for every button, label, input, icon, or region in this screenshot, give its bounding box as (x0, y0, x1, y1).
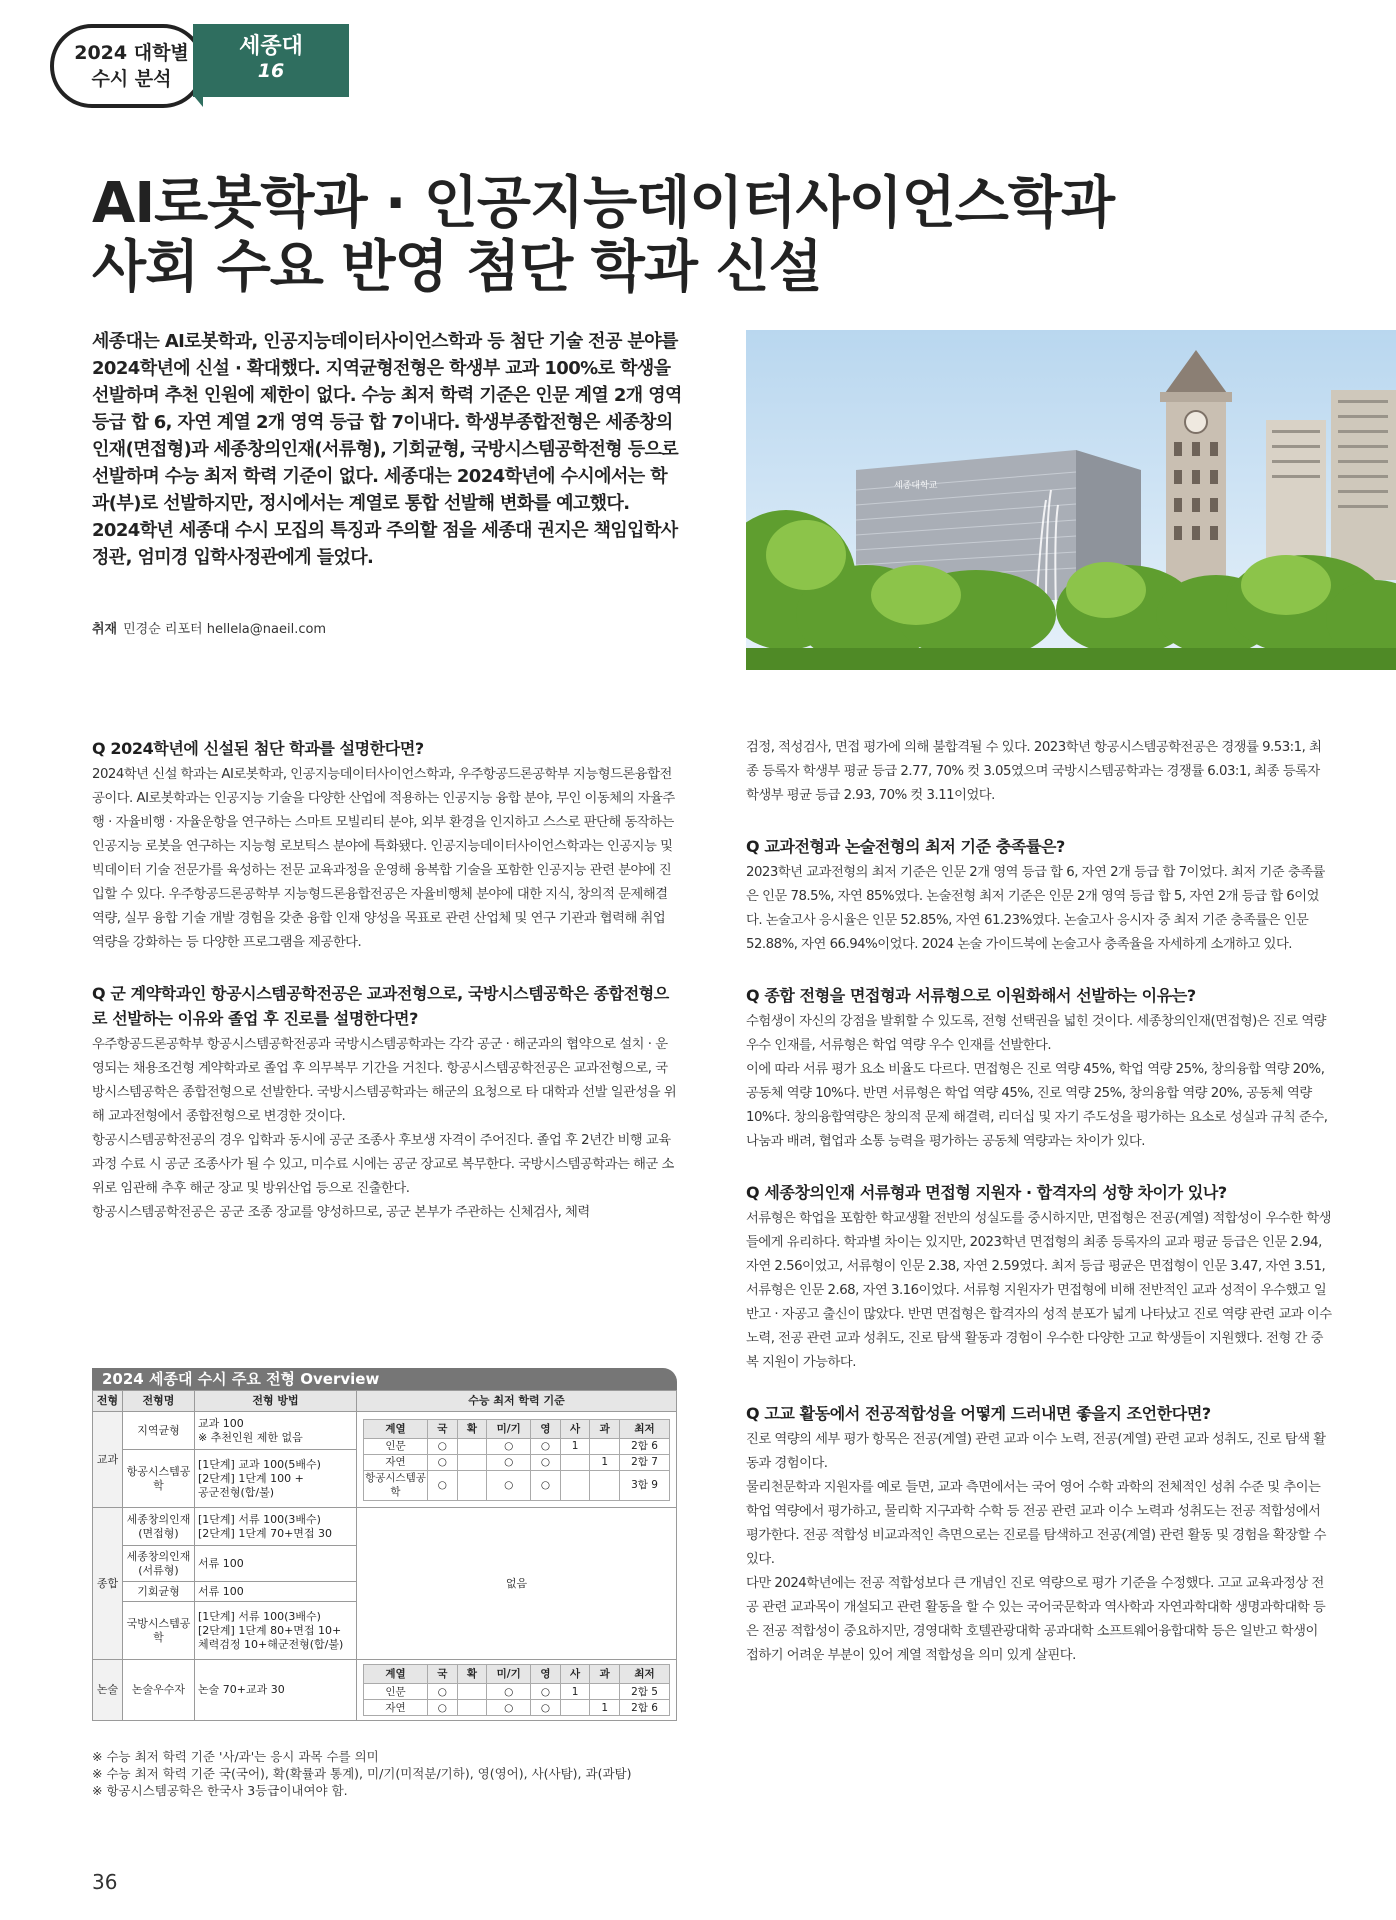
table-title: 2024 세종대 수시 주요 전형 Overview (92, 1368, 677, 1390)
min-cell: 2합 6 (620, 1438, 670, 1454)
min-col-header: 국 (428, 1665, 458, 1684)
byline-text: 민경순 리포터 hellela@naeil.com (123, 622, 327, 637)
school-tab (193, 24, 349, 97)
min-cell: 자연 (364, 1700, 428, 1716)
min-cell: ○ (487, 1684, 531, 1700)
min-cell (590, 1470, 620, 1500)
table-row (93, 1660, 677, 1721)
admission-name: 논술우수자 (123, 1660, 195, 1721)
min-col-header: 국 (428, 1419, 458, 1438)
min-row (364, 1438, 670, 1454)
min-col-header: 미/기 (487, 1665, 531, 1684)
min-cell: 1 (560, 1684, 590, 1700)
min-cell: ○ (487, 1438, 531, 1454)
admission-name: 지역균형 (123, 1412, 195, 1450)
campus-illustration (746, 330, 1396, 670)
admission-method: [1단계] 서류 100(3배수) [2단계] 1단계 70+면접 30 (195, 1508, 357, 1546)
table-note: ※ 수능 최저 학력 기준 '사/과'는 응시 과목 수를 의미 (92, 1749, 379, 1764)
title-line-2: 사회 수요 반영 첨단 학과 신설 (92, 235, 822, 300)
min-cell: ○ (531, 1454, 561, 1470)
page-number: 36 (92, 1870, 118, 1894)
table-note: ※ 수능 최저 학력 기준 국(국어), 확(확률과 통계), 미/기(미적분/기하), 영(영어), 사(사탐), 과(과탐) (92, 1766, 632, 1781)
admission-name: 국방시스템공학 (123, 1602, 195, 1660)
table-note: ※ 항공시스템공학은 한국사 3등급이내여야 함. (92, 1783, 348, 1798)
series-number: 16 (257, 60, 285, 82)
col-header: 수능 최저 학력 기준 (357, 1391, 677, 1412)
min-row (364, 1454, 670, 1470)
title-line-1: AI로봇학과 · 인공지능데이터사이언스학과 (92, 171, 1115, 236)
admission-method: 교과 100 ※ 추천인원 제한 없음 (195, 1412, 357, 1450)
question-heading: Q 세종창의인재 서류형과 면접형 지원자 · 합격자의 성향 차이가 있나? (746, 1183, 1227, 1202)
table-row (93, 1412, 677, 1450)
answer-paragraph: 수험생이 자신의 강점을 발휘할 수 있도록, 전형 선택권을 넓힌 것이다. 세종창의인재(면접형)은 진로 역량 우수 인재를, 서류형은 학업 역량 우수 인재를 선발한다. (746, 1014, 1327, 1053)
badge-year: 2024 대학별 (74, 42, 189, 64)
table-header-row (93, 1391, 677, 1412)
admission-method: [1단계] 서류 100(3배수) [2단계] 1단계 80+면접 10+ 체력검정 10+해군전형(합/불) (195, 1602, 357, 1660)
min-cell (560, 1470, 590, 1500)
min-col-header: 사 (560, 1665, 590, 1684)
answer-paragraph: 이에 따라 서류 평가 요소 비율도 다르다. 면접형은 진로 역량 45%, 학업 역량 25%, 창의융합 역량 20%, 공동체 역량 10%다. 반면 서류형은 학업 역량 45%, 진로 역량 25%, 창의융합 역량 20%, 공동체 역량 10%다. 창의융합역량은 창의적 문제 해결력, 리더십 및 자기 주도성을 평가하는 요소로 성실과 규칙 준수, 나눔과 배려, 협업과 소통 능력을 평가하는 공동체 역량과는 차이가 있다. (746, 1062, 1328, 1149)
min-cell (457, 1470, 487, 1500)
min-cell: ○ (487, 1454, 531, 1470)
min-cell (457, 1438, 487, 1454)
min-cell: ○ (531, 1700, 561, 1716)
answer-paragraph: 2024학년 신설 학과는 AI로봇학과, 인공지능데이터사이언스학과, 우주항공드론공학부 지능형드론융합전공이다. AI로봇학과는 인공지능 기술을 다양한 산업에 적용하는 인공지능 융합 분야, 무인 이동체의 자율주행 · 자율비행 · 자율운항을 연구하는 스마트 모빌리티 분야, 외부 환경을 인지하고 스스로 판단해 동작하는 인공지능 로봇을 연구하는 지능형 로보틱스 분야에 특화됐다. 인공지능데이터사이언스학과는 인공지능 및 빅데이터 기술 전문가를 육성하는 전문 교육과정을 운영해 융복합 기술을 포함한 인공지능 관련 분야에 진입할 수 있다. 우주항공드론공학부 지능형드론융합전공은 자율비행체 분야에 대한 지식, 창의적 문제해결 역량, 실무 융합 기술 개발 경험을 갖춘 융합 인재 양성을 목표로 관련 산업체 및 연구 기관과 협력해 취업 역량을 강화하는 등 다양한 프로그램을 제공한다. (92, 767, 675, 950)
min-row (364, 1684, 670, 1700)
section-badge (50, 24, 205, 108)
min-cell (590, 1438, 620, 1454)
campus-photo (746, 330, 1396, 670)
min-col-header: 확 (457, 1419, 487, 1438)
admission-method: [1단계] 교과 100(5배수) [2단계] 1단계 100 + 공군전형(합/불) (195, 1450, 357, 1508)
min-cell: 2합 5 (620, 1684, 670, 1700)
min-cell: 자연 (364, 1454, 428, 1470)
min-criteria-table (363, 1664, 670, 1716)
min-cell: ○ (487, 1470, 531, 1500)
min-cell: 2합 6 (620, 1700, 670, 1716)
answer-paragraph: 항공시스템공학전공은 공군 조종 장교를 양성하므로, 공군 본부가 주관하는 신체검사, 체력 (92, 1205, 590, 1220)
question-heading: Q 고교 활동에서 전공적합성을 어떻게 드러내면 좋을지 조언한다면? (746, 1404, 1211, 1423)
min-cell (457, 1700, 487, 1716)
group-cell: 논술 (93, 1660, 123, 1721)
min-cell (590, 1684, 620, 1700)
answer-paragraph: 우주항공드론공학부 항공시스템공학전공과 국방시스템공학과는 각각 공군 · 해군과의 협약으로 설치 · 운영되는 채용조건형 계약학과로 졸업 후 의무복무 기간을 거친다. 항공시스템공학전공은 교과전형으로, 국방시스템공학은 종합전형으로 선발한다. 국방시스템공학과는 해군의 요청으로 타 대학과 선발 일관성을 위해 교과전형에서 종합전형으로 변경한 것이다. (92, 1037, 677, 1124)
min-criteria-table (363, 1419, 670, 1501)
min-col-header: 영 (531, 1419, 561, 1438)
min-criteria-cell (357, 1412, 677, 1508)
min-col-header: 과 (590, 1665, 620, 1684)
admission-name: 세종창의인재(면접형) (123, 1508, 195, 1546)
table-notes (92, 1748, 677, 1799)
min-criteria-cell (357, 1660, 677, 1721)
min-col-header: 미/기 (487, 1419, 531, 1438)
min-row (364, 1700, 670, 1716)
tab-tail (193, 95, 203, 107)
answer-paragraph: 검정, 적성검사, 면접 평가에 의해 불합격될 수 있다. 2023학년 항공시스템공학전공은 경쟁률 9.53:1, 최종 등록자 학생부 평균 등급 2.77, 70% 컷 3.05였으며 국방시스템공학과는 경쟁률 6.03:1, 최종 등록자 학생부 평균 등급 2.93, 70% 컷 3.11이었다. (746, 740, 1322, 803)
min-col-header: 계열 (364, 1419, 428, 1438)
min-col-header: 계열 (364, 1665, 428, 1684)
min-cell: 2합 7 (620, 1454, 670, 1470)
min-col-header: 영 (531, 1665, 561, 1684)
left-column (92, 736, 677, 1225)
min-cell (560, 1454, 590, 1470)
min-header-row (364, 1419, 670, 1438)
question-heading: Q 교과전형과 논술전형의 최저 기준 충족률은? (746, 837, 1065, 856)
byline (92, 618, 326, 637)
building-sign: 세종대학교 (894, 481, 938, 491)
min-cell: ○ (428, 1470, 458, 1500)
col-header: 전형명 (123, 1391, 195, 1412)
min-cell: 인문 (364, 1438, 428, 1454)
min-cell: 항공시스템공학 (365, 1472, 426, 1498)
min-cell: ○ (428, 1700, 458, 1716)
min-col-header: 확 (457, 1665, 487, 1684)
min-cell (560, 1700, 590, 1716)
min-header-row (364, 1665, 670, 1684)
min-cell: ○ (428, 1684, 458, 1700)
question-heading: Q 2024학년에 신설된 첨단 학과를 설명한다면? (92, 739, 424, 758)
min-cell: ○ (487, 1700, 531, 1716)
min-cell: 1 (560, 1438, 590, 1454)
admission-name: 기회균형 (123, 1582, 195, 1602)
byline-label: 취재 (92, 622, 118, 637)
min-cell (457, 1684, 487, 1700)
min-cell: 인문 (364, 1684, 428, 1700)
min-col-header: 최저 (620, 1665, 670, 1684)
admission-name: 항공시스템공학 (123, 1450, 195, 1508)
answer-paragraph: 2023학년 교과전형의 최저 기준은 인문 2개 영역 등급 합 6, 자연 2개 등급 합 7이었다. 최저 기준 충족률은 인문 78.5%, 자연 85%였다. 논술전형 최저 기준은 인문 2개 영역 등급 합 5, 자연 2개 등급 합 6이었다. 논술고사 응시율은 인문 52.85%, 자연 61.23%였다. 논술고사 응시자 중 최저 기준 충족률은 인문 52.88%, 자연 66.94%이었다. 2024 논술 가이드북에 논술고사 충족율을 자세하게 소개하고 있다. (746, 865, 1325, 952)
min-col-header: 과 (590, 1419, 620, 1438)
min-cell: ○ (428, 1454, 458, 1470)
min-criteria-none: 없음 (357, 1508, 677, 1660)
answer-paragraph: 항공시스템공학전공의 경우 입학과 동시에 공군 조종사 후보생 자격이 주어진다. 졸업 후 2년간 비행 교육과정 수료 시 공군 조종사가 될 수 있고, 미수료 시에는 공군 장교로 복무한다. 국방시스템공학과는 해군 소위로 임관해 추후 해군 장교 및 방위산업 등으로 진출한다. (92, 1133, 674, 1196)
question-heading: Q 군 계약학과인 항공시스템공학전공은 교과전형으로, 국방시스템공학은 종합전형으로 선발하는 이유와 졸업 후 진로를 설명한다면? (92, 984, 669, 1028)
right-column (746, 736, 1332, 1668)
article-title (92, 172, 1312, 300)
min-cell: ○ (428, 1438, 458, 1454)
table-row (93, 1508, 677, 1546)
answer-paragraph: 다만 2024학년에는 전공 적합성보다 큰 개념인 진로 역량으로 평가 기준을 수정했다. 고교 교육과정상 전공 관련 교과목이 개설되고 관련 활동을 할 수 있는 국어국문학과 역사학과 자연과학대학 생명과학대학 등은 전공 적합성이 중요하지만, 경영대학 호텔관광대학 공과대학 소프트웨어융합대학 등은 일반고 학생이 접하기 어려운 부분이 있어 계열 적합성을 의미 있게 살핀다. (746, 1576, 1326, 1663)
school-name: 세종대 (239, 34, 303, 59)
answer-paragraph: 진로 역량의 세부 평가 항목은 전공(계열) 관련 교과 이수 노력, 전공(계열) 관련 교과 성취도, 진로 탐색 활동과 경험이다. (746, 1432, 1326, 1471)
min-col-header: 사 (560, 1419, 590, 1438)
admission-method: 서류 100 (195, 1582, 357, 1602)
admission-method: 서류 100 (195, 1546, 357, 1582)
overview-table (92, 1390, 677, 1721)
col-header: 전형 방법 (195, 1391, 357, 1412)
min-cell: ○ (531, 1684, 561, 1700)
min-cell: 1 (590, 1700, 620, 1716)
min-cell: 3합 9 (620, 1470, 670, 1500)
min-col-header: 최저 (620, 1419, 670, 1438)
answer-paragraph: 서류형은 학업을 포함한 학교생활 전반의 성실도를 중시하지만, 면접형은 전공(계열) 적합성이 우수한 학생들에게 유리하다. 학과별 차이는 있지만, 2023학년 면접형의 최종 등록자의 교과 평균 등급은 인문 2.94, 자연 2.56이었고, 서류형이 인문 2.38, 자연 2.59였다. 최저 등급 평균은 면접형이 인문 3.47, 자연 3.51, 서류형은 인문 2.68, 자연 3.16이었다. 서류형 지원자가 면접형에 비해 전반적인 교과 성적이 우수했고 일반고 · 자공고 출신이 많았다. 반면 면접형은 합격자의 성적 분포가 넓게 나타났고 진로 역량 관련 교과 이수 노력, 전공 관련 교과 성취도, 진로 탐색 활동과 경험이 우수한 다양한 고교 학생들이 지원했다. 전형 간 중복 지원이 가능하다. (746, 1211, 1332, 1370)
admission-method: 논술 70+교과 30 (195, 1660, 357, 1721)
badge-sub: 수시 분석 (91, 68, 172, 90)
admission-name: 세종창의인재(서류형) (123, 1546, 195, 1582)
min-row (364, 1470, 670, 1500)
intro-paragraph: 세종대는 AI로봇학과, 인공지능데이터사이언스학과 등 첨단 기술 전공 분야를 2024학년에 신설 · 확대했다. 지역균형전형은 학생부 교과 100%로 학생을 선발하며 추천 인원에 제한이 없다. 수능 최저 학력 기준은 인문 계열 2개 영역 등급 합 6, 자연 계열 2개 영역 등급 합 7이내다. 학생부종합전형은 세종창의인재(면접형)과 세종창의인재(서류형), 기회균형, 국방시스템공학전형 등으로 선발하며 수능 최저 학력 기준이 없다. 세종대는 2024학년에 수시에서는 학과(부)로 선발하지만, 정시에서는 계열로 통합 선발해 변화를 예고했다. 2024학년 세종대 수시 모집의 특징과 주의할 점을 세종대 권지은 책임입학사정관, 엄미경 입학사정관에게 들었다. (92, 331, 682, 568)
min-cell: 1 (590, 1454, 620, 1470)
group-cell: 종합 (93, 1508, 123, 1660)
col-header: 전형 (93, 1391, 123, 1412)
answer-paragraph: 물리천문학과 지원자를 예로 들면, 교과 측면에서는 국어 영어 수학 과학의 전체적인 성취 수준 및 추이는 학업 역량에서 평가하고, 물리학 지구과학 수학 등 전공 관련 교과 이수 노력과 성취도는 전공 적합성에서 평가한다. 전공 적합성 비교과적인 측면으로는 진로를 탐색하고 전공(계열) 관련 활동 및 경험을 확장할 수 있다. (746, 1480, 1327, 1567)
min-cell: ○ (531, 1438, 561, 1454)
group-cell: 교과 (93, 1412, 123, 1508)
min-cell: ○ (531, 1470, 561, 1500)
min-cell (457, 1454, 487, 1470)
question-heading: Q 종합 전형을 면접형과 서류형으로 이원화해서 선발하는 이유는? (746, 986, 1196, 1005)
